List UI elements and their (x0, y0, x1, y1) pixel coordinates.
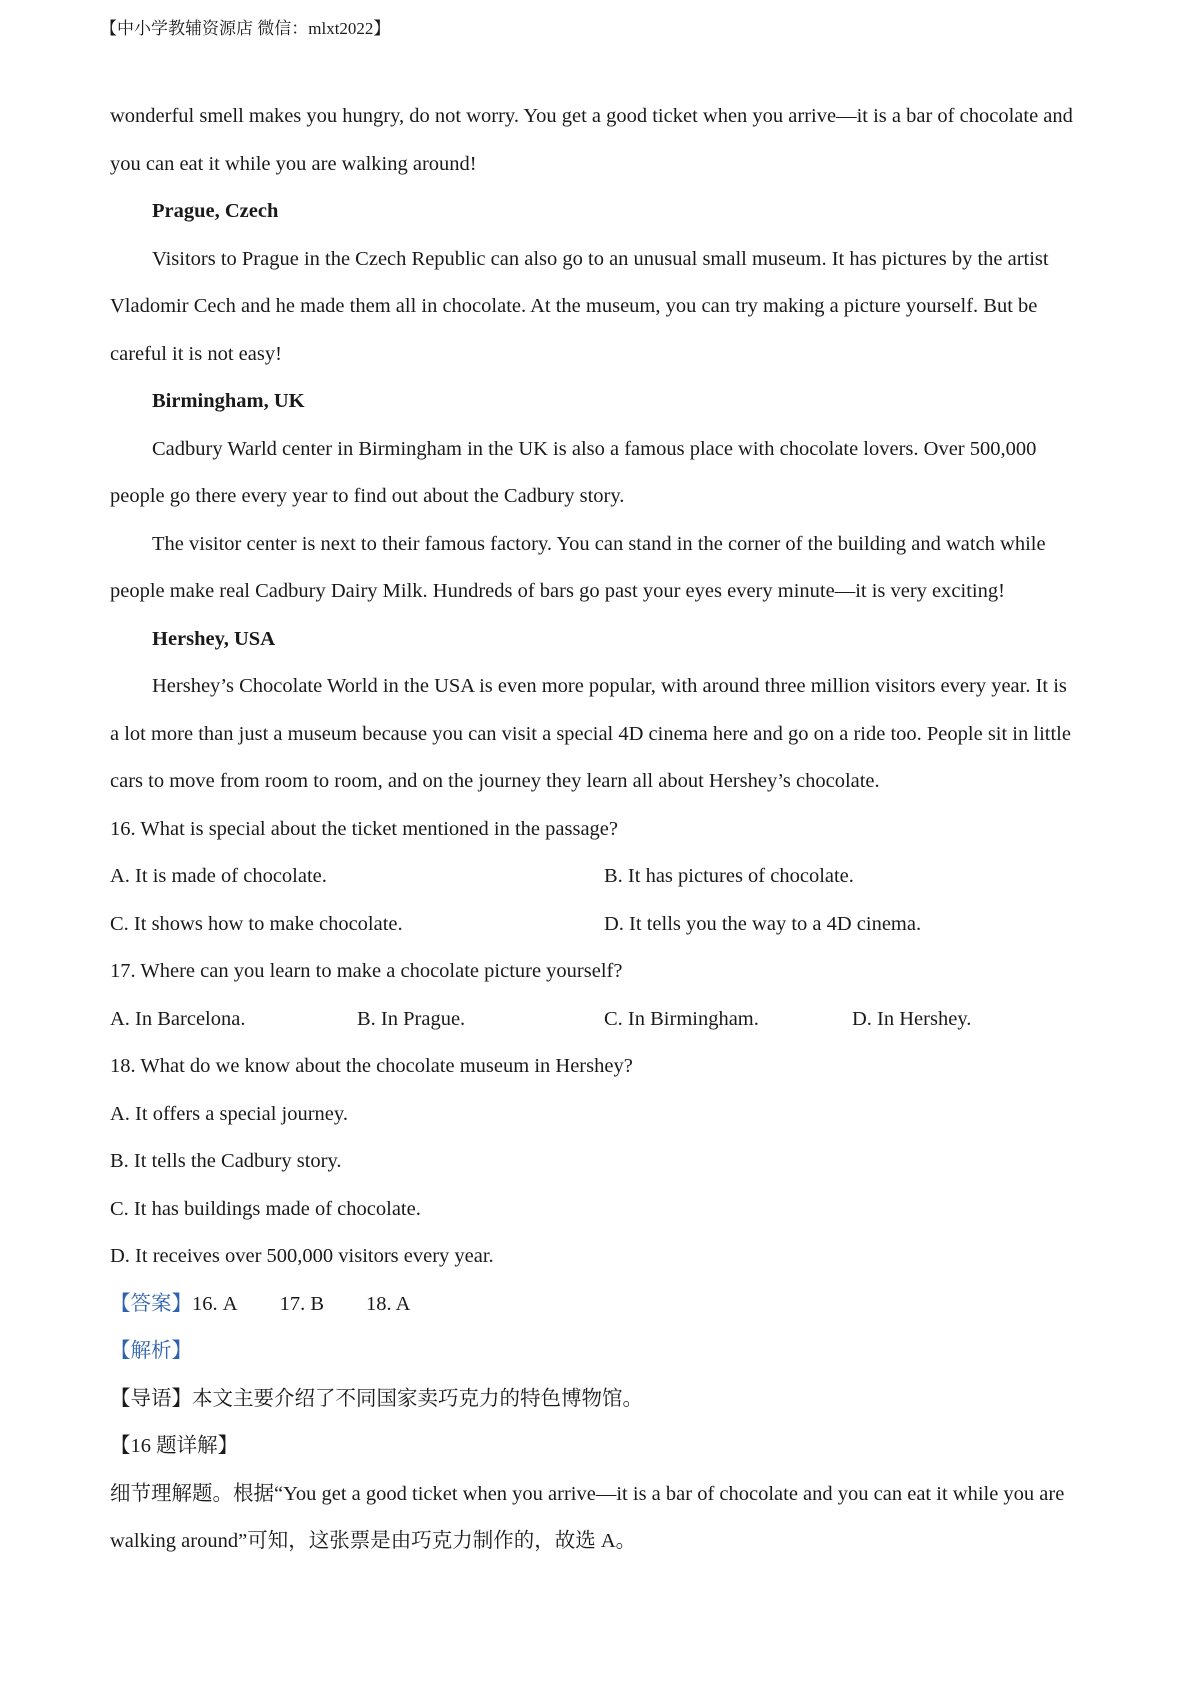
question-18-option-c: C. It has buildings made of chocolate. (110, 1197, 421, 1220)
question-17-option-c: C. In Birmingham. (604, 1007, 759, 1030)
question-17-option-b: B. In Prague. (357, 1007, 466, 1030)
passage-text: you can eat it while you are walking around! (110, 152, 477, 175)
watermark-header: 【中小学教辅资源店 微信：mlxt2022】 (100, 19, 391, 38)
section-heading-hershey: Hershey, USA (152, 627, 275, 650)
passage-text: wonderful smell makes you hungry, do not worry. You get a good ticket when you arrive—it is a bar of chocolate and (110, 105, 1073, 127)
passage-text: Hershey’s Chocolate World in the USA is even more popular, with around three million visitors every year. It is (152, 675, 1067, 697)
question-16-option-d: D. It tells you the way to a 4D cinema. (604, 912, 922, 935)
answer-16: 16. A (192, 1292, 238, 1315)
question-16-option-a: A. It is made of chocolate. (110, 865, 327, 887)
question-17-options (110, 996, 1100, 1044)
question-16-options-row-2 (110, 901, 1100, 949)
question-16-option-b: B. It has pictures of chocolate. (604, 865, 854, 887)
analysis-detail-text: walking around”可知，这张票是由巧克力制作的，故选 A。 (110, 1530, 637, 1552)
passage-text: people make real Cadbury Dairy Milk. Hundreds of bars go past your eyes every minute—it is very exciting! (110, 580, 1005, 602)
question-17-stem: 17. Where can you learn to make a chocolate picture yourself? (110, 960, 623, 982)
question-18-option-a: A. It offers a special journey. (110, 1102, 348, 1125)
document-body (110, 93, 1100, 1566)
answer-17: 17. B (279, 1292, 324, 1315)
answer-18: 18. A (366, 1292, 411, 1315)
question-16-options-row-1 (110, 853, 1100, 901)
analysis-intro: 【导语】本文主要介绍了不同国家卖巧克力的特色博物馆。 (110, 1387, 643, 1410)
section-heading-birmingham: Birmingham, UK (152, 390, 305, 412)
question-17-option-d: D. In Hershey. (852, 1007, 972, 1030)
passage-text: Visitors to Prague in the Czech Republic can also go to an unusual small museum. It has pictures by the artist (152, 247, 1049, 270)
passage-text: careful it is not easy! (110, 342, 282, 365)
question-16-stem: 16. What is special about the ticket mentioned in the passage? (110, 817, 618, 840)
passage-text: The visitor center is next to their famous factory. You can stand in the corner of the building and watch while (152, 532, 1046, 555)
passage-text: people go there every year to find out about the Cadbury story. (110, 485, 625, 507)
question-17-option-a: A. In Barcelona. (110, 1007, 246, 1030)
analysis-detail-heading: 【16 题详解】 (110, 1435, 239, 1457)
passage-text: cars to move from room to room, and on the journey they learn all about Hershey’s chocolate. (110, 770, 880, 792)
answer-label: 【答案】 (110, 1292, 192, 1315)
passage-text: Cadbury Warld center in Birmingham in the UK is also a famous place with chocolate lovers. Over 500,000 (152, 437, 1037, 460)
passage-text: a lot more than just a museum because you can visit a special 4D cinema here and go on a ride too. People sit in little (110, 722, 1071, 745)
question-18-option-b: B. It tells the Cadbury story. (110, 1150, 342, 1172)
section-heading-prague: Prague, Czech (152, 200, 279, 222)
analysis-label: 【解析】 (110, 1340, 192, 1362)
analysis-detail-text: 细节理解题。根据“You get a good ticket when you arrive—it is a bar of chocolate and you can eat it while you are (110, 1482, 1065, 1505)
question-18-stem: 18. What do we know about the chocolate museum in Hershey? (110, 1055, 633, 1077)
answer-row (110, 1281, 1100, 1329)
question-18-option-d: D. It receives over 500,000 visitors every year. (110, 1245, 494, 1267)
question-16-option-c: C. It shows how to make chocolate. (110, 912, 403, 935)
passage-text: Vladomir Cech and he made them all in chocolate. At the museum, you can try making a picture yourself. But be (110, 295, 1038, 317)
